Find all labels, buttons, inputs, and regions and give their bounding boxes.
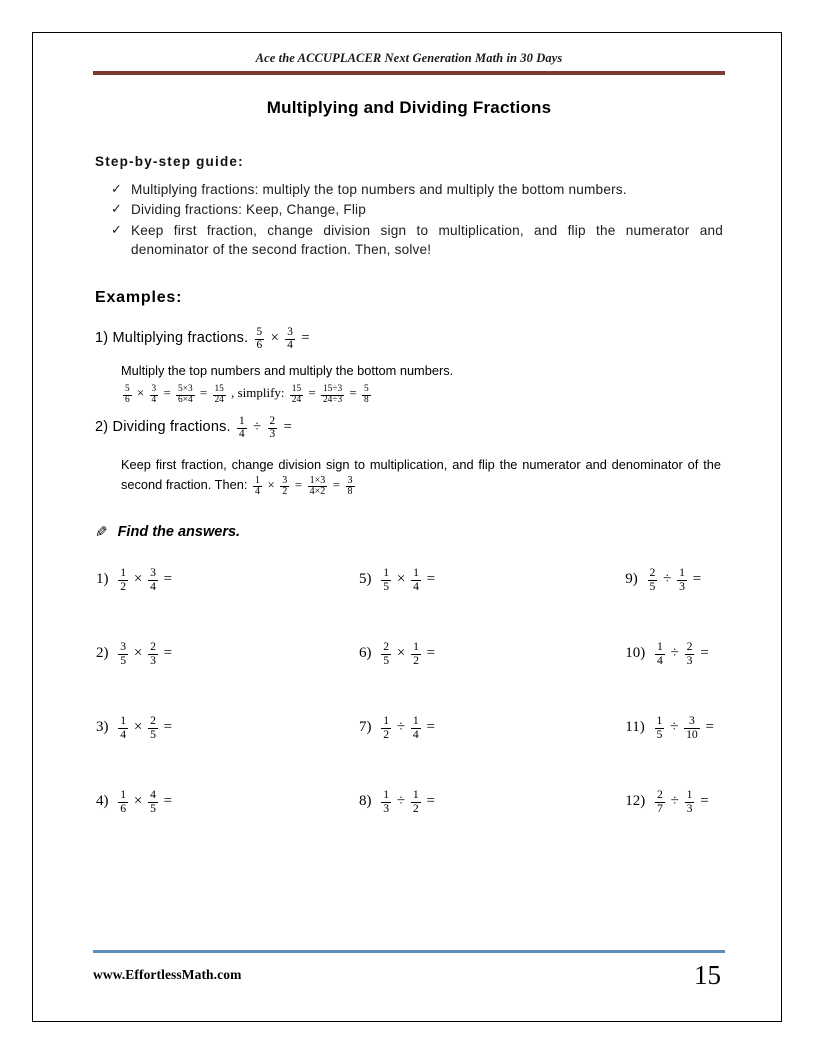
problem-5: 5) $\frac{1}{5}$ × $\frac{1}{4}$ = xyxy=(359,566,436,593)
problem-10-frac-a: $\frac{1}{4}$ xyxy=(657,640,663,667)
work2-eq1: = xyxy=(294,477,303,492)
example-2-label: 2) xyxy=(95,418,109,435)
problem-5-frac-b: $\frac{1}{4}$ xyxy=(413,566,419,593)
example-2-lead: Dividing fractions. xyxy=(112,418,231,435)
problem-9-frac-b: $\frac{1}{3}$ xyxy=(679,566,685,593)
problem-2: 2) $\frac{3}{5}$ × $\frac{2}{3}$ = xyxy=(96,640,173,667)
problem-12: 12) $\frac{2}{7}$ ÷ $\frac{1}{3}$ = xyxy=(625,788,709,815)
work1-frac-b: $\frac{3}{4}$ xyxy=(151,384,157,406)
problem-10: 10) $\frac{1}{4}$ ÷ $\frac{2}{3}$ = xyxy=(625,640,709,667)
example-1-explanation: Multiply the top numbers and multiply the bottom numbers. xyxy=(121,362,454,378)
problem-1-frac-b: $\frac{3}{4}$ xyxy=(150,566,156,593)
example-1-label: 1) xyxy=(95,329,109,346)
work2-frac-product: $\frac{1\times 3}{4\times 2}$ xyxy=(309,474,326,497)
example-2-explanation-block xyxy=(121,455,721,498)
work1-frac-simplify: $\frac{15}{24}$ xyxy=(291,384,302,406)
problem-9: 9) $\frac{2}{5}$ ÷ $\frac{1}{3}$ = xyxy=(625,566,702,593)
work1-frac-product: $\frac{5\times 3}{6\times 4}$ xyxy=(178,384,193,406)
guide-list xyxy=(93,180,725,259)
example-2-explanation: Keep first fraction, change division sign to multiplication, and flip the numerator and denominator of the second fraction. Then: xyxy=(121,456,721,492)
problem-10-frac-b: $\frac{2}{3}$ xyxy=(686,640,693,667)
footer-website[interactable]: www.EffortlessMath.com xyxy=(93,967,242,982)
problem-2-frac-b: $\frac{2}{3}$ xyxy=(150,640,156,667)
problem-11-frac-a: $\frac{1}{5}$ xyxy=(656,714,663,741)
example-2-fraction-b: $\frac{2}{3}$ xyxy=(269,415,276,440)
work1-simplify-label: , simplify: xyxy=(231,384,285,400)
page-sheet xyxy=(32,32,782,1022)
example-1-fraction-b: $\frac{3}{4}$ xyxy=(287,326,294,352)
problem-6-frac-a: $\frac{2}{5}$ xyxy=(383,640,390,667)
problem-7: 7) $\frac{1}{2}$ ÷ $\frac{1}{4}$ = xyxy=(359,714,435,741)
find-answers-label: Find the answers. xyxy=(117,524,241,541)
problem-11: 11) $\frac{1}{5}$ ÷ $\frac{3}{10}$ = xyxy=(625,714,714,741)
example-2-fraction-a: $\frac{1}{4}$ xyxy=(239,415,245,440)
problem-7-frac-a: $\frac{1}{2}$ xyxy=(383,714,390,741)
problem-6-frac-b: $\frac{1}{2}$ xyxy=(413,640,419,667)
problem-8-frac-a: $\frac{1}{3}$ xyxy=(383,788,390,815)
problem-5-frac-a: $\frac{1}{5}$ xyxy=(383,566,390,593)
example-2-operator: ÷ xyxy=(253,418,262,435)
example-1 xyxy=(95,327,725,352)
work1-eq4: = xyxy=(349,384,357,400)
guide-heading: Step-by-step guide: xyxy=(95,154,244,169)
problem-1-frac-a: $\frac{1}{2}$ xyxy=(120,566,127,593)
check-icon: ✓ xyxy=(111,201,123,217)
running-header-title: Ace the ACCUPLACER Next Generation Math in 30 Days xyxy=(255,51,563,65)
example-1-equals: = xyxy=(301,329,310,346)
list-item-text: Dividing fractions: Keep, Change, Flip xyxy=(131,202,367,218)
list-item-text: Multiplying fractions: multiply the top numbers and multiply the bottom numbers. xyxy=(131,182,627,197)
problem-11-frac-b: $\frac{3}{10}$ xyxy=(686,714,698,741)
work1-frac-final: $\frac{5}{8}$ xyxy=(363,384,369,406)
work1-frac-divide: $\frac{15\div 3}{24\div 3}$ xyxy=(322,384,343,406)
footer-divider xyxy=(93,950,725,953)
table-row xyxy=(95,563,715,637)
header-divider xyxy=(93,71,725,75)
page-number: 15 xyxy=(694,960,721,990)
work2-frac-b: $\frac{3}{2}$ xyxy=(282,474,288,497)
work1-eq2: = xyxy=(199,384,208,400)
example-1-lead: Multiplying fractions. xyxy=(112,329,249,346)
list-item xyxy=(111,200,725,219)
problem-12-frac-a: $\frac{2}{7}$ xyxy=(657,788,663,815)
problem-4: 4) $\frac{1}{6}$ × $\frac{4}{5}$ = xyxy=(96,788,173,815)
work2-eq2: = xyxy=(332,477,340,492)
page-title: Multiplying and Dividing Fractions xyxy=(266,98,552,117)
list-item-text: Keep first fraction, change division sign to multiplication, and flip the numerator and denominator of the second fraction. Then, solve! xyxy=(131,222,723,257)
problem-9-frac-a: $\frac{2}{5}$ xyxy=(649,566,656,593)
problem-6: 6) $\frac{2}{5}$ × $\frac{1}{2}$ = xyxy=(359,640,436,667)
problem-2-frac-a: $\frac{3}{5}$ xyxy=(120,640,127,667)
problem-4-frac-a: $\frac{1}{6}$ xyxy=(120,788,127,815)
work1-frac-a: $\frac{5}{6}$ xyxy=(125,384,130,406)
problem-1: 1) $\frac{1}{2}$ × $\frac{3}{4}$ = xyxy=(96,566,173,593)
table-row xyxy=(95,785,715,859)
problem-3-frac-a: $\frac{1}{4}$ xyxy=(120,714,127,741)
problem-8-frac-b: $\frac{1}{2}$ xyxy=(412,788,419,815)
problem-12-frac-b: $\frac{1}{3}$ xyxy=(686,788,693,815)
example-1-operator: × xyxy=(270,329,280,346)
work2-frac-result: $\frac{3}{8}$ xyxy=(347,474,353,497)
problem-4-frac-b: $\frac{4}{5}$ xyxy=(150,788,156,815)
list-item xyxy=(111,221,725,260)
work2-frac-a: $\frac{1}{4}$ xyxy=(254,474,260,497)
find-answers-row xyxy=(95,523,725,541)
example-2-equals: = xyxy=(283,418,292,435)
work1-eq3: = xyxy=(308,384,316,400)
example-1-fraction-a: $\frac{5}{6}$ xyxy=(256,326,263,352)
check-icon: ✓ xyxy=(111,181,123,196)
work1-eq1: = xyxy=(163,384,171,400)
example-2 xyxy=(95,416,725,441)
check-icon: ✓ xyxy=(111,221,123,237)
work1-op: × xyxy=(136,384,145,400)
problems-grid xyxy=(95,563,715,859)
work1-frac-result: $\frac{15}{24}$ xyxy=(214,384,224,406)
list-item xyxy=(111,180,725,199)
running-header xyxy=(93,51,725,75)
problem-3: 3) $\frac{1}{4}$ × $\frac{2}{5}$ = xyxy=(96,714,173,741)
table-row xyxy=(95,711,715,785)
examples-heading: Examples: xyxy=(95,289,183,307)
page-content xyxy=(93,51,725,859)
problem-3-frac-b: $\frac{2}{5}$ xyxy=(150,714,156,741)
pencil-icon: ✎ xyxy=(95,524,108,542)
table-row xyxy=(95,637,715,711)
example-1-work xyxy=(121,385,725,406)
problem-8: 8) $\frac{1}{3}$ ÷ $\frac{1}{2}$ = xyxy=(359,788,435,815)
work2-op: × xyxy=(267,477,275,492)
problem-7-frac-b: $\frac{1}{4}$ xyxy=(412,714,419,741)
